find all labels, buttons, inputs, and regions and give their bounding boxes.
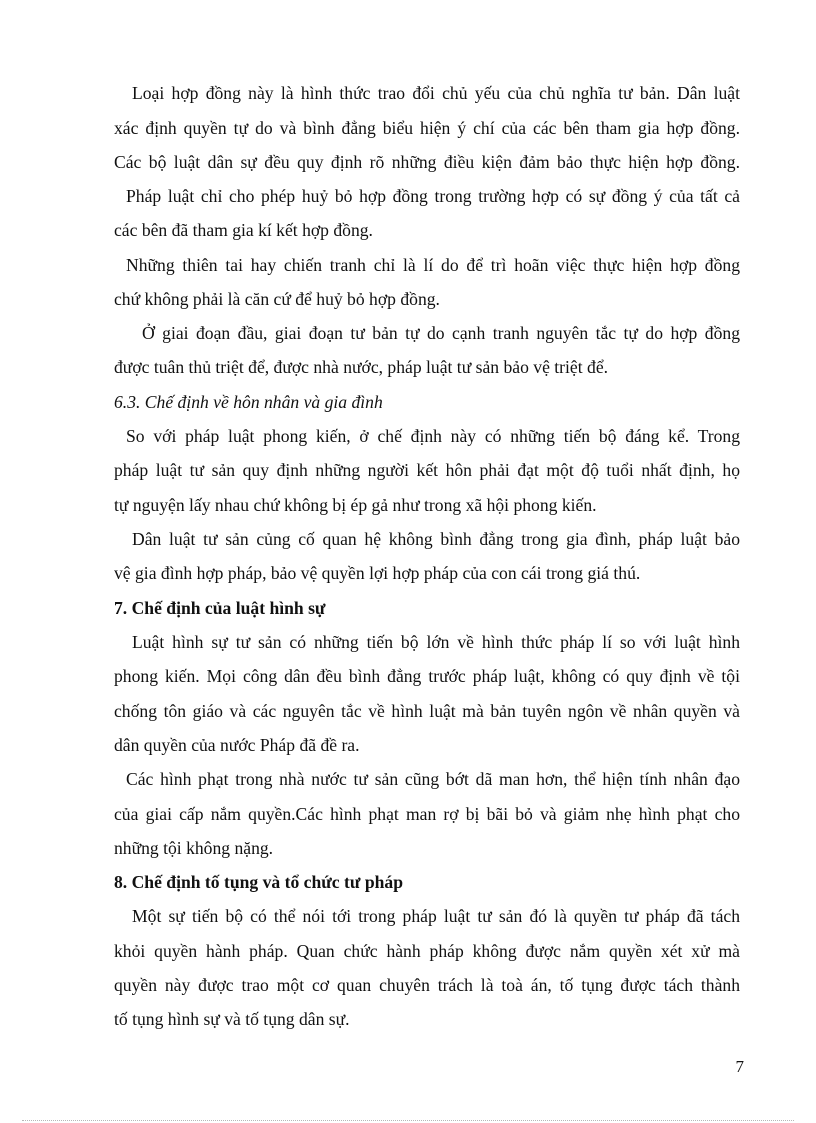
paragraph-line: quyền này được trao một cơ quan chuyên trách là toà án, tố tụng được tách thành	[114, 975, 740, 995]
paragraph-line: Dân luật tư sản củng cố quan hệ không bình đẳng trong gia đình, pháp luật bảo	[132, 529, 740, 549]
paragraph-line: Ở giai đoạn đầu, giai đoạn tư bản tự do cạnh tranh nguyên tắc tự do hợp đồng	[142, 323, 740, 343]
paragraph-line: Những thiên tai hay chiến tranh chỉ là lí do để trì hoãn việc thực hiện hợp đồng	[126, 255, 740, 275]
paragraph-line: tố tụng hình sự và tố tụng dân sự.	[114, 1009, 350, 1029]
paragraph-line: được tuân thủ triệt để, được nhà nước, pháp luật tư sản bảo vệ triệt để.	[114, 357, 609, 377]
paragraph-line: tự nguyện lấy nhau chứ không bị ép gả như trong xã hội phong kiến.	[114, 495, 597, 515]
paragraph-line: Loại hợp đồng này là hình thức trao đổi chủ yếu của chủ nghĩa tư bản. Dân luật	[132, 83, 740, 103]
paragraph-line: Các hình phạt trong nhà nước tư sản cũng bớt dã man hơn, thể hiện tính nhân đạo	[126, 769, 740, 789]
page-number: 7	[735, 1057, 744, 1076]
paragraph-line: dân quyền của nước Pháp đã đề ra.	[114, 735, 360, 755]
paragraph-line: Luật hình sự tư sản có những tiến bộ lớn về hình thức pháp lí so với luật hình	[132, 632, 740, 652]
paragraph-line: vệ gia đình hợp pháp, bảo vệ quyền lợi hợp pháp của con cái trong giá thú.	[114, 563, 641, 583]
footer-divider	[22, 1120, 794, 1121]
paragraph-line: xác định quyền tự do và bình đẳng biểu hiện ý chí của các bên tham gia hợp đồng.	[114, 118, 740, 138]
paragraph-line: pháp luật tư sản quy định những người kết hôn phải đạt một độ tuổi nhất định, họ	[114, 460, 740, 480]
paragraph-line: khỏi quyền hành pháp. Quan chức hành pháp không được nắm quyền xét xử mà	[114, 941, 740, 961]
paragraph-line: Các bộ luật dân sự đều quy định rõ những điều kiện đảm bảo thực hiện hợp đồng.	[114, 152, 740, 172]
paragraph-line: Một sự tiến bộ có thể nói tới trong pháp luật tư sản đó là quyền tư pháp đã tách	[132, 906, 740, 926]
paragraph-line: chống tôn giáo và các nguyên tắc về hình luật mà bản tuyên ngôn về nhân quyền và	[114, 701, 740, 721]
paragraph-line: những tội không nặng.	[114, 838, 274, 858]
paragraph-line: của giai cấp nắm quyền.Các hình phạt man rợ bị bãi bỏ và giảm nhẹ hình phạt cho	[114, 804, 740, 824]
section-heading: 6.3. Chế định về hôn nhân và gia đình	[114, 392, 383, 412]
paragraph-line: các bên đã tham gia kí kết hợp đồng.	[114, 220, 373, 240]
section-heading: 7. Chế định của luật hình sự	[114, 598, 326, 618]
paragraph-line: chứ không phải là căn cứ để huỷ bỏ hợp đồng.	[114, 289, 440, 309]
paragraph-line: Pháp luật chỉ cho phép huỷ bỏ hợp đồng trong trường hợp có sự đồng ý của tất cả	[126, 186, 740, 206]
section-heading: 8. Chế định tố tụng và tổ chức tư pháp	[114, 872, 403, 892]
paragraph-line: phong kiến. Mọi công dân đều bình đẳng trước pháp luật, không có quy định về tội	[114, 666, 740, 686]
paragraph-line: So với pháp luật phong kiến, ở chế định này có những tiến bộ đáng kể. Trong	[126, 426, 740, 446]
